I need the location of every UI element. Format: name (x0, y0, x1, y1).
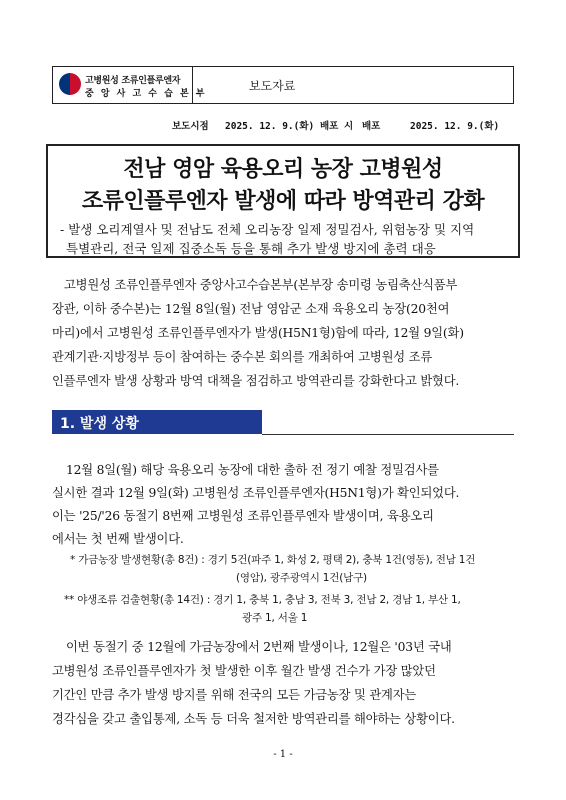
intro-line-1: 고병원성 조류인플루엔자 중앙사고수습본부(본부장 송미령 농림축산식품부 (64, 278, 458, 292)
situation-line-1: 12월 8일(월) 해당 육용오리 농장에 대한 출하 전 정기 예찰 정밀검사를 (66, 463, 439, 477)
section-heading (52, 410, 262, 434)
org-name-line1: 고병원성 조류인플루엔자 (85, 76, 181, 86)
release-time-label: 보도시점 (172, 121, 209, 132)
headline-line2: 조류인플루엔자 발생에 따라 방역관리 강화 (81, 189, 485, 214)
press-release-label: 보도자료 (249, 79, 296, 93)
context-line-3: 기간인 만큼 추가 발생 방지를 위해 전국의 모든 가금농장 및 관계자는 (52, 688, 417, 702)
intro-line-5: 인플루엔자 발생 상황과 방역 대책을 점검하고 방역관리를 강화한다고 밝혔다. (52, 374, 460, 388)
situation-line-2: 실시한 결과 12월 9일(화) 고병원성 조류인플루엔자(H5N1형)가 확인되었다. (52, 486, 460, 500)
context-line-1: 이번 동절기 중 12월에 가금농장에서 2번째 발생이나, 12월은 '03년 국내 (66, 640, 452, 654)
subheadline-line2: 특별관리, 전국 일제 집중소독 등을 통해 추가 발생 방지에 총력 대응 (66, 241, 436, 256)
org-name-line2: 중 앙 사 고 수 습 본 부 (85, 89, 207, 99)
farm-outbreak-note: * 가금농장 발생현황(총 8건) : 경기 5건(파주 1, 화성 2, 평택 2), 충북 1건(영동), 전남 1건 (70, 554, 476, 566)
section-heading-text: 1. 발생 상황 (60, 416, 139, 432)
situation-line-3: 이는 '25/'26 동절기 8번째 고병원성 조류인플루엔자 발생이며, 육용오리 (52, 509, 434, 523)
org-logo (53, 67, 207, 103)
context-line-4: 경각심을 갖고 출입통제, 소독 등 더욱 철저한 방역관리를 해야하는 상황이다. (52, 712, 455, 726)
subheadline-line1: - 발생 오리계열사 및 전남도 전체 오리농장 일제 정밀검사, 위험농장 및 지역 (60, 222, 475, 237)
release-time-value: 2025. 12. 9.(화) 배포 시 (225, 121, 354, 132)
farm-outbreak-note-cont: (영암), 광주광역시 1건(남구) (236, 572, 367, 584)
wild-bird-note: ** 야생조류 검출현황(총 14건) : 경기 1, 충북 1, 충남 3, 전북 3, 전남 2, 경남 1, 부산 1, (64, 594, 461, 606)
taegeuk-emblem-icon (59, 73, 81, 95)
headline-line1: 전남 영암 육용오리 농장 고병원성 (123, 157, 443, 182)
headline-box (46, 144, 520, 258)
intro-line-3: 마리)에서 고병원성 조류인플루엔자가 발생(H5N1형)함에 따라, 12월 9일(화) (52, 326, 464, 340)
distribution-label: 배포 (362, 121, 381, 132)
intro-line-4: 관계기관·지방정부 등이 참여하는 중수본 회의를 개최하여 고병원성 조류 (52, 350, 433, 364)
header-box (52, 66, 514, 104)
distribution-value: 2025. 12. 9.(화) (410, 121, 500, 132)
context-line-2: 고병원성 조류인플루엔자가 첫 발생한 이후 월간 발생 건수가 가장 많았던 (52, 664, 436, 678)
situation-line-4: 에서는 첫 번째 발생이다. (52, 532, 184, 546)
wild-bird-note-cont: 광주 1, 서울 1 (242, 612, 308, 624)
section-divider (262, 434, 514, 435)
intro-line-2: 장관, 이하 중수본)는 12월 8일(월) 전남 영암군 소재 육용오리 농장(20천여 (52, 302, 450, 316)
page-number: - 1 - (273, 749, 293, 760)
